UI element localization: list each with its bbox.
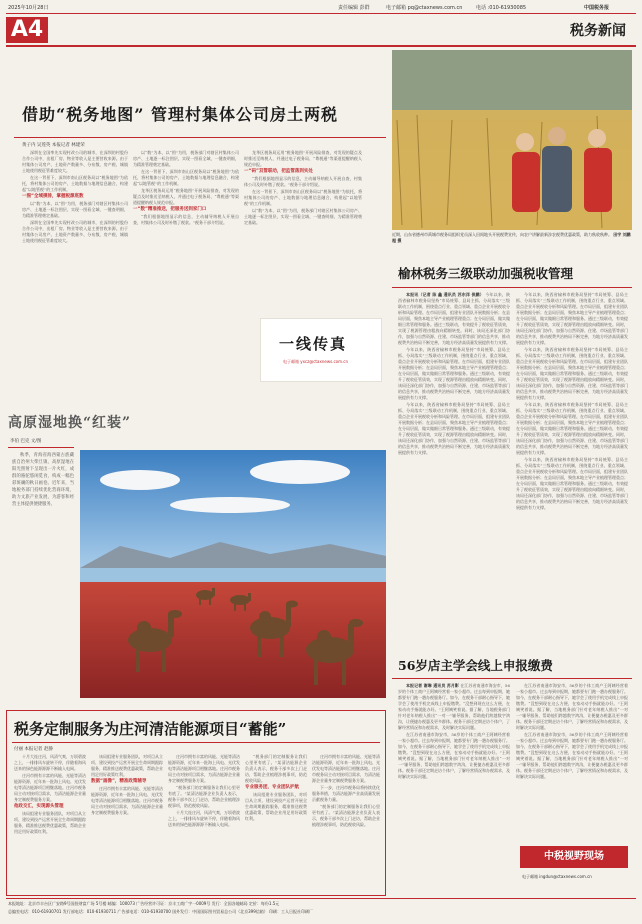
editor-email: 电子邮箱 pq@ctaxnews.com.cn — [386, 5, 463, 11]
zhuanghe-col-4: “税务部门的定制服务让我们心里更有底了。”某清洁能源企业负责人表示，税务干部多次上门走访，帮助企业梳理涉税事项，防范税收风险。 专业服务团，专业团队护航 该局组建专业服务团队，对项目从立项、建设到投产运营开展全生命周期跟踪服务，精准推送税费优惠政策，帮助企业用足用好政策红利。 — [245, 754, 307, 821]
column-promo — [260, 318, 382, 382]
zhuanghe-col-5: 庄河市拥有丰富的风能、光能等清洁能源资源，近年来一批海上风电、光伏发电等清洁能源项目相继落地。庄河市税务局主动对接项目需求，为清洁能源企业量身定制税费服务方案。 下一步，庄河市税务局将持续优化服务举措，为清洁能源产业高质量发展贡献税务力量。 “税务部门的定制服务让我们心里更有底了。”某清洁能源企业负责人表示，税务干部多次上门走访，帮助企业梳理涉税事项，防范税收风险。 — [312, 754, 380, 827]
editor-phone: 电话 :010-61930085 — [476, 5, 527, 11]
yulin-rule — [392, 287, 632, 288]
lead-col-3: 龙华区税务局运用“税务地图”开展风险排查，对发现的疑点及时推送至纳税人，并通过电子税务局、“粤税通”等渠道提醒纳税人规范申报。 一“码”双管联动，把监管落到实处 “我们根据地图显示的信息，主动辅导纳税人开展自查，村集体公司及时补缴了税款。”税务干部介绍说。 在这一背景下，深圳市南山区税务局以“税务地图”为依托，将村集体公司的房产、土地数据与地理信息融合，构建起“以地管税”的工作机制。 以“数”为本，以“图”为用，税务部门对辖区村集体公司房产、土地逐一标注图层，实现一图看全域、一键查明细，为精准管理奠定基础。 — [244, 150, 362, 225]
yulin-headline: 榆林税务三级联动加强税收管理 — [398, 266, 574, 281]
section-title: 税务新闻 — [570, 23, 626, 39]
footer-rule — [6, 898, 636, 899]
top-rule — [6, 13, 636, 14]
masthead-strip — [8, 3, 634, 12]
page-number: A4 — [6, 17, 48, 43]
zhuanghe-col-1: 十月大连庄河，风清气爽，万顷碧波之上，一排排风车旋转不停，伴随着海风送来的绿色能源源源不断输入电网。 庄河市拥有丰富的风能、光能等清洁能源资源，近年来一批海上风电、光伏发电等清洁能源项目相继落地。庄河市税务局主动对接项目需求，为清洁能源企业量身定制税费服务方案。 他政交汇，实现源头管理 该局组建专业服务团队，对项目从立项、建设到投产运营开展全生命周期跟踪服务，精准推送税费优惠政策，帮助企业用足用好政策红利。 — [14, 754, 86, 834]
zhuanghe-byline: 付丽 本报记者 赵静 — [14, 747, 53, 752]
editor: 责任编辑 彭群 — [338, 5, 370, 11]
paper-name: 中国税务报 — [584, 5, 610, 11]
footer-line-1: 本报地址：北京市丰台区广安路9号国投财富广场 5号楼 邮编：100073 广告经营许可证：京丰工商广字一0009号 发行：全国各地邮局 定价：每份1.5元 — [8, 901, 280, 906]
zhuanghe-col-3: 庄河市拥有丰富的风能、光能等清洁能源资源，近年来一批海上风电、光伏发电等清洁能源项目相继落地。庄河市税务局主动对接项目需求，为清洁能源企业量身定制税费服务方案。 “税务部门的定制服务让我们心里更有底了。”某清洁能源企业负责人表示，税务干部多次上门走访，帮助企业梳理涉税事项，防范税收风险。 十月大连庄河，风清气爽，万顷碧波之上，一排排风车旋转不停，伴随着海风送来的绿色能源源源不断输入电网。 — [168, 754, 240, 827]
age56-headline: 56岁店主学会线上申报缴费 — [398, 658, 553, 673]
zhuanghe-rule — [12, 742, 380, 743]
camels-byline: 李伯 巴克 文/图 — [10, 439, 42, 444]
camels-rule — [8, 447, 74, 448]
camels-text: 秋季，青海省海西蒙古族藏族自治州大柴旦镇，高原湿地在阳光照射下呈现出一片火红，成群的骆驼悠闲觅食，构成一幅色彩斑斓的秋日画卷。近年来，当地税务部门持续优化营商环境，助力文旅产业发展，为游客和经营主体提供便捷服务。 — [12, 453, 74, 507]
column-stamp-email: 电子邮箱 ingdun@ctaxnews.com.cn — [522, 874, 592, 879]
harvest-photo-scene — [392, 50, 632, 230]
camel-wetland-scene — [80, 450, 386, 698]
yulin-col-1: 本报讯（记者 陈 鑫 通讯员 苏东洋 侯鹏） 今年以来，陕西省榆林市税务局坚持“市局统筹、县局主抓、分局落实”三级联动工作机制，围绕重点行业、重点领域、重点企业开展税收分析和风险管理。在市局层面，组建专业团队开展数据分析；在县局层面，聚焦本地主导产业梳理管理重点；在分局层面，做实做细日常管理和服务。通过三级联动，有效提升了税收征管质效，实现了税源管理由粗放向精细转变。同时，该局还深化部门协作，加强与自然资源、住建、市场监管等部门的信息共享，推动税费共治格局不断完善，为地方经济高质量发展提供有力支撑。 今年以来，陕西省榆林市税务局坚持“市局统筹、县局主抓、分局落实”三级联动工作机制，围绕重点行业、重点领域、重点企业开展税收分析和风险管理。在市局层面，组建专业团队开展数据分析；在县局层面，聚焦本地主导产业梳理管理重点；在分局层面，做实做细日常管理和服务。通过三级联动，有效提升了税收征管质效，实现了税源管理由粗放向精细转变。同时，该局还深化部门协作，加强与自然资源、住建、市场监管等部门的信息共享，推动税费共治格局不断完善，为地方经济高质量发展提供有力支撑。 今年以来，陕西省榆林市税务局坚持“市局统筹、县局主抓、分局落实”三级联动工作机制，围绕重点行业、重点领域、重点企业开展税收分析和风险管理。在市局层面，组建专业团队开展数据分析；在县局层面，聚焦本地主导产业梳理管理重点；在分局层面，做实做细日常管理和服务。通过三级联动，有效提升了税收征管质效，实现了税源管理由粗放向精细转变。同时，该局还深化部门协作，加强与自然资源、住建、市场监管等部门的信息共享，推动税费共治格局不断完善，为地方经济高质量发展提供有力支撑。 — [398, 292, 510, 455]
column-promo-title: 一线传真 — [279, 335, 348, 353]
footer-line-2: 总编室电话：010-61930701 发行部电话：010-61930711 广告部电话：010-61930700 国外发行：中国国际图书贸易总公司（北京399信箱） 印刷：工人日报社印刷厂 — [8, 909, 314, 914]
harvest-photo — [392, 50, 632, 230]
lead-byline: 黄子内 吴莲英 本报记者 林建荣 — [22, 143, 85, 148]
zhuanghe-headline: 税务定制服务为庄河清洁能源项目“蓄能” — [14, 720, 287, 738]
age56-col-1: 本报记者 谢琳 通讯员 苏月影 在江苏省南通市海安市，56岁的个体工商户王阿姨经营着一家小超市。过去每到申报期，她都要专门跑一趟办税服务厅。如今，在税务干部耐心指导下，她学会了使用手机完成线上申报缴费。“没想到现在这么方便，在家动动手指就能办好。”王阿姨笑着说。据了解，当地税务部门针对老年纳税人推出“一对一”辅导服务，帮助他们跨越数字鸿沟，让便捷办税惠及更多群体。税务干部还定期走访个体户，了解经营情况和办税需求，及时解决实际问题。 在江苏省南通市海安市，56岁的个体工商户王阿姨经营着一家小超市。过去每到申报期，她都要专门跑一趟办税服务厅。如今，在税务干部耐心指导下，她学会了使用手机完成线上申报缴费。“没想到现在这么方便，在家动动手指就能办好。”王阿姨笑着说。据了解，当地税务部门针对老年纳税人推出“一对一”辅导服务，帮助他们跨越数字鸿沟，让便捷办税惠及更多群体。税务干部还定期走访个体户，了解经营情况和办税需求，及时解决实际问题。 — [398, 683, 510, 779]
lead-col-2: 以“数”为本，以“图”为用，税务部门对辖区村集体公司房产、土地逐一标注图层，实现一图看全域、一键查明细，为精准管理奠定基础。 在这一背景下，深圳市南山区税务局以“税务地图”为依托，将村集体公司的房产、土地数据与地理信息融合，构建起“以地管税”的工作机制。 龙华区税务局运用“税务地图”开展风险排查，对发现的疑点及时推送至纳税人，并通过电子税务局、“粤税通”等渠道提醒纳税人规范申报。 一“数”精准推送，把服务送到家门口 “我们根据地图显示的信息，主动辅导纳税人开展自查，村集体公司及时补缴了税款。”税务干部介绍说。 — [133, 150, 239, 225]
lead-headline: 借助“税务地图” 管理村集体公司房土两税 — [22, 105, 338, 124]
lead-col-1: 深圳在全国率先实现村改公司的城市，在深圳的村股份合作公司中，出租厂房、物业等收入是主要营收来源。由于村集体公司房产、土地资产数量多、分布散，房产税、城镇土地使用税征管难度较大。 在这一背景下，深圳市南山区税务局以“税务地图”为依托，将村集体公司的房产、土地数据与地理信息融合，构建起“以地管税”的工作机制。 一图“全域摸排，掌握税源底数 以“数”为本，以“图”为用，税务部门对辖区村集体公司房产、土地逐一标注图层，实现一图看全域、一键查明细，为精准管理奠定基础。 深圳在全国率先实现村改公司的城市，在深圳的村股份合作公司中，出租厂房、物业等收入是主要营收来源。由于村集体公司房产、土地资产数量多、分布散，房产税、城镇土地使用税征管难度较大。 — [22, 150, 128, 243]
column-stamp — [516, 846, 632, 894]
lead-rule — [14, 137, 386, 138]
harvest-photo-caption: 近期，山东省德州市禹城市税务局组织党员深入田间地头开展税费宣传，向农户讲解最新涉农税费优惠政策，助力秋收秋种。 田宇 刘鹏超 摄 — [392, 232, 631, 243]
camel-wetland-photo — [80, 450, 386, 698]
age56-col-2: 在江苏省南通市海安市，56岁的个体工商户王阿姨经营着一家小超市。过去每到申报期，她都要专门跑一趟办税服务厅。如今，在税务干部耐心指导下，她学会了使用手机完成线上申报缴费。“没想到现在这么方便，在家动动手指就能办好。”王阿姨笑着说。据了解，当地税务部门针对老年纳税人推出“一对一”辅导服务，帮助他们跨越数字鸿沟，让便捷办税惠及更多群体。税务干部还定期走访个体户，了解经营情况和办税需求，及时解决实际问题。 在江苏省南通市海安市，56岁的个体工商户王阿姨经营着一家小超市。过去每到申报期，她都要专门跑一趟办税服务厅。如今，在税务干部耐心指导下，她学会了使用手机完成线上申报缴费。“没想到现在这么方便，在家动动手指就能办好。”王阿姨笑着说。据了解，当地税务部门针对老年纳税人推出“一对一”辅导服务，帮助他们跨越数字鸿沟，让便捷办税惠及更多群体。税务干部还定期走访个体户，了解经营情况和办税需求，及时解决实际问题。 — [516, 683, 628, 779]
age56-rule — [392, 678, 632, 679]
header-rule — [6, 45, 636, 47]
yulin-col-2: 今年以来，陕西省榆林市税务局坚持“市局统筹、县局主抓、分局落实”三级联动工作机制，围绕重点行业、重点领域、重点企业开展税收分析和风险管理。在市局层面，组建专业团队开展数据分析；在县局层面，聚焦本地主导产业梳理管理重点；在分局层面，做实做细日常管理和服务。通过三级联动，有效提升了税收征管质效，实现了税源管理由粗放向精细转变。同时，该局还深化部门协作，加强与自然资源、住建、市场监管等部门的信息共享，推动税费共治格局不断完善，为地方经济高质量发展提供有力支撑。 今年以来，陕西省榆林市税务局坚持“市局统筹、县局主抓、分局落实”三级联动工作机制，围绕重点行业、重点领域、重点企业开展税收分析和风险管理。在市局层面，组建专业团队开展数据分析；在县局层面，聚焦本地主导产业梳理管理重点；在分局层面，做实做细日常管理和服务。通过三级联动，有效提升了税收征管质效，实现了税源管理由粗放向精细转变。同时，该局还深化部门协作，加强与自然资源、住建、市场监管等部门的信息共享，推动税费共治格局不断完善，为地方经济高质量发展提供有力支撑。 今年以来，陕西省榆林市税务局坚持“市局统筹、县局主抓、分局落实”三级联动工作机制，围绕重点行业、重点领域、重点企业开展税收分析和风险管理。在市局层面，组建专业团队开展数据分析；在县局层面，聚焦本地主导产业梳理管理重点；在分局层面，做实做细日常管理和服务。通过三级联动，有效提升了税收征管质效，实现了税源管理由粗放向精细转变。同时，该局还深化部门协作，加强与自然资源、住建、市场监管等部门的信息共享，推动税费共治格局不断完善，为地方经济高质量发展提供有力支撑。 今年以来，陕西省榆林市税务局坚持“市局统筹、县局主抓、分局落实”三级联动工作机制，围绕重点行业、重点领域、重点企业开展税收分析和风险管理。在市局层面，组建专业团队开展数据分析；在县局层面，聚焦本地主导产业梳理管理重点；在分局层面，做实做细日常管理和服务。通过三级联动，有效提升了税收征管质效，实现了税源管理由粗放向精细转变。同时，该局还深化部门协作，加强与自然资源、住建、市场监管等部门的信息共享，推动税费共治格局不断完善，为地方经济高质量发展提供有力支撑。 — [516, 292, 628, 510]
column-promo-email: 电子邮箱 yxcz@ctaxnews.com.cn — [283, 359, 348, 364]
issue-date: 2025年10月28日 — [8, 5, 49, 11]
column-stamp-title: 中税视野现场 — [520, 846, 628, 868]
zhuanghe-col-2: 该局组建专业服务团队，对项目从立项、建设到投产运营开展全生命周期跟踪服务，精准推送税费优惠政策，帮助企业用足用好政策红利。 数据“画像”，精准政策辅导 庄河市拥有丰富的风能、光能等清洁能源资源，近年来一批海上风电、光伏发电等清洁能源项目相继落地。庄河市税务局主动对接项目需求，为清洁能源企业量身定制税费服务方案。 — [91, 754, 163, 815]
camels-headline: 高原湿地换“红装” — [8, 415, 132, 431]
